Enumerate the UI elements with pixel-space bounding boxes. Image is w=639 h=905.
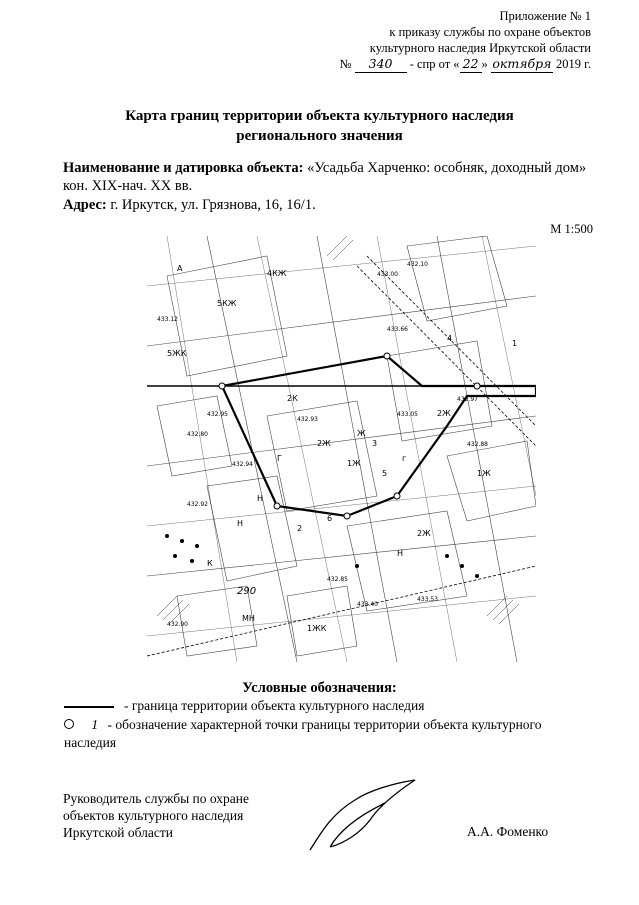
order-year: 2019 г.	[556, 57, 591, 71]
map-elevation: 433.53	[417, 596, 438, 603]
point-circle-symbol	[64, 719, 74, 729]
map-label: 4	[447, 334, 453, 343]
map-elevation: 432.90	[167, 621, 188, 628]
object-name	[63, 159, 593, 195]
map-scale: М 1:500	[550, 222, 593, 236]
legend-item-point-text: - обозначение характерной точки границы территории объекта культурного наследия	[64, 717, 542, 750]
map-label: 2Ж	[417, 529, 431, 538]
appendix-order-number	[340, 56, 591, 73]
object-address	[63, 197, 316, 214]
map-label: 3	[372, 439, 378, 448]
address-label: Адрес:	[63, 197, 107, 213]
legend-item-boundary	[64, 698, 424, 714]
signatory-name: А.А. Фоменко	[467, 824, 549, 839]
map-drawing	[147, 236, 536, 662]
map-label: Г	[277, 454, 282, 463]
document-title	[0, 106, 639, 146]
order-close-quote: »	[481, 57, 488, 71]
map-label: Ж	[357, 429, 366, 438]
order-no-handwritten: 340	[355, 56, 407, 73]
signatory-line2: объектов культурного наследия	[63, 808, 244, 823]
map-label: 2К	[287, 394, 298, 403]
address-value: г. Иркутск, ул. Грязнова, 16, 16/1.	[110, 197, 316, 213]
map-elevation: 433.05	[397, 411, 418, 418]
map-label: 2	[297, 524, 303, 533]
map-elevation: 432.85	[327, 576, 348, 583]
map-elevation: 432.97	[457, 396, 478, 403]
map-label: Н	[237, 519, 244, 528]
map-label: 5	[382, 469, 388, 478]
map-elevation: 432.80	[187, 431, 208, 438]
legend-item-point	[64, 716, 594, 752]
map-elevation: 432.93	[297, 416, 318, 423]
legend-title: Условные обозначения:	[242, 680, 397, 696]
object-name-value: «Усадьба Харченко: особняк, доходный дом» кон. XIX-нач. XX вв.	[63, 160, 587, 194]
map-label: 1ЖК	[307, 624, 327, 633]
legend-item-boundary-text: - граница территории объекта культурного наследия	[124, 698, 425, 713]
map-elevation: 432.92	[187, 501, 208, 508]
legend-point-number: 1	[91, 717, 99, 732]
cadastral-map	[147, 236, 536, 662]
appendix-header	[340, 8, 591, 73]
map-label: Н	[397, 549, 404, 558]
map-elevation: 433.00	[377, 271, 398, 278]
map-label: 1Ж	[477, 469, 491, 478]
map-label: 1	[512, 339, 518, 348]
map-label: 6	[327, 514, 333, 523]
order-month-handwritten: октября	[492, 56, 552, 71]
map-label: 5КЖ	[217, 299, 237, 308]
map-label: 5ЖК	[167, 349, 187, 358]
map-elevation: 433.40	[357, 601, 378, 608]
map-elevation: 432.10	[407, 261, 428, 268]
map-label: г	[402, 454, 407, 463]
title-line2: регионального значения	[236, 128, 403, 144]
handwritten-signature	[300, 775, 430, 855]
map-elevation: 433.66	[387, 326, 408, 333]
object-name-label: Наименование и датировка объекта:	[63, 160, 304, 176]
title-line1: Карта границ территории объекта культурного наследия	[125, 108, 514, 124]
order-no-label: №	[339, 57, 352, 71]
signatory-line1: Руководитель службы по охране	[63, 791, 250, 806]
map-label: МН	[242, 614, 255, 623]
map-label: А	[177, 264, 183, 273]
map-label: К	[207, 559, 213, 568]
map-label: 1Ж	[347, 459, 361, 468]
map-elevation: 432.88	[467, 441, 488, 448]
map-point-290: 290	[237, 586, 257, 597]
map-label: 2Ж	[437, 409, 451, 418]
order-day-handwritten: 22	[460, 56, 482, 73]
appendix-line3: культурного наследия Иркутской области	[369, 41, 591, 55]
map-elevation: 432.95	[207, 411, 228, 418]
signatory-line3: Иркутской области	[63, 825, 174, 840]
appendix-line1: Приложение № 1	[499, 9, 591, 23]
map-label: 4КЖ	[267, 269, 287, 278]
order-spr-text: - спр от «	[409, 57, 460, 71]
map-label: 2Ж	[317, 439, 331, 448]
map-label: Н	[257, 494, 264, 503]
map-elevation: 432.94	[232, 461, 253, 468]
boundary-line-symbol	[64, 706, 114, 708]
map-elevation: 433.12	[157, 316, 178, 323]
appendix-line2: к приказу службы по охране объектов	[389, 25, 591, 39]
signatory-block	[63, 790, 249, 841]
